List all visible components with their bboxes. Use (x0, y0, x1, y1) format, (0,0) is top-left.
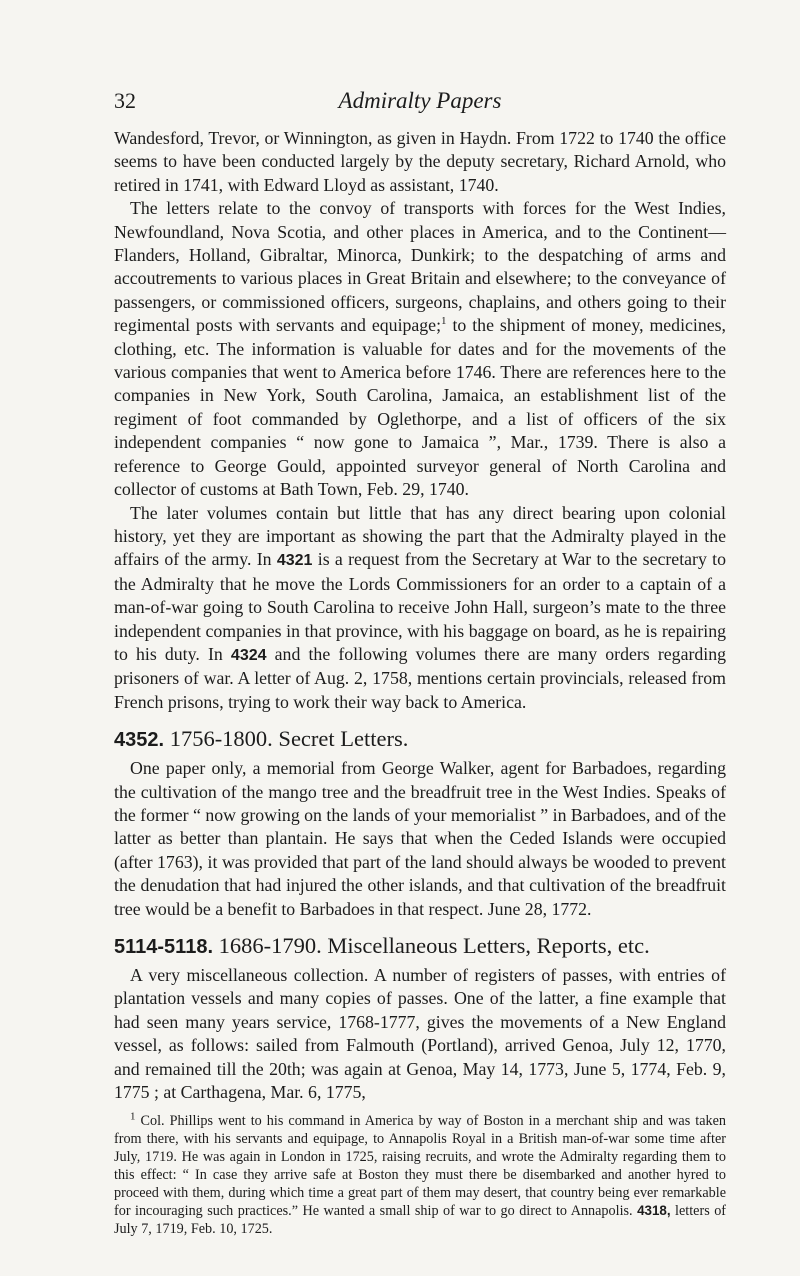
paragraph-text: The letters relate to the convoy of transports with forces for the West Indies, Newfoundland, Nova Scotia, and other places in America, and to the Continent—Flanders, Holland, Gibraltar, Minorca, Dunkirk; to the despatching of arms and accoutrements to various places in Great Britain and elsewhere; to the conveyance of passengers, or commissioned officers, surgeons, chaplains, and others going to their regimental posts with servants and equipage; (114, 198, 726, 336)
paragraph-later-volumes (114, 502, 726, 715)
footnote-marker: 1 (130, 1110, 136, 1123)
footnote-text: Col. Phillips went to his command in America by way of Boston in a merchant ship and was taken from there, with his servants and equipage, to Annapolis Royal in a British man-of-war some time after July, 1719. He was again in London in 1725, raising recruits, and wrote the Admiralty regarding them to this effect: “ In case they arrive safe at Boston they must there be disembarked and another hyred to proceed with them, during which time a great part of them may desert, that country being ever remarkable for incouraging such practices.” He wanted a small ship of war to go direct to Annapolis. (114, 1113, 726, 1220)
section-heading-miscellaneous-letters (114, 931, 726, 962)
footnote (114, 1112, 726, 1238)
volume-reference: 4321 (276, 552, 313, 570)
section-text-miscellaneous-letters (114, 964, 726, 1104)
section-number: 4352. (114, 729, 165, 752)
paragraph-text: and the following volumes there are many orders regarding prisoners of war. A letter of Aug. 2, 1758, mentions certain provincials, released from French prisons, trying to work their way back to America. (114, 643, 727, 712)
footnote-marker: 1 (441, 315, 447, 328)
paragraph-text: is a request from the Secretary at War to the secretary to the Admiralty that he move the Lords Commissioners for an order to a captain of a man-of-war going to South Carolina to receive John Hall, surgeon’s mate to the three independent companies in that province, with his baggage on board, as he is repairing to his duty. In (114, 549, 726, 664)
section-title: 1686-1790. Miscellaneous Letters, Reports, etc. (213, 933, 650, 958)
section-heading-secret-letters (114, 724, 726, 755)
section-text-secret-letters (114, 757, 726, 921)
paragraph-continuation (114, 127, 726, 197)
paragraph-text: One paper only, a memorial from George Walker, agent for Barbadoes, regarding the cultivation of the mango tree and the breadfruit tree in the West Indies. Speaks of the former “ now growing on the lands of your memorialist ” in Barbadoes, and of the latter as better than plantain. He says that when the Ceded Islands were occupied (after 1763), it was provided that part of the land should always be wooded to prevent the denudation that had injured the other islands, and that cultivation of the breadfruit tree would be a benefit to Barbadoes in that respect. June 28, 1772. (114, 758, 726, 919)
paragraph-letters-relate (114, 197, 726, 501)
body-text (114, 127, 726, 1238)
section-number: 5114-5118. (114, 936, 213, 958)
section-title: 1756-1800. Secret Letters. (164, 726, 409, 752)
footnote-text: letters of July 7, 1719, Feb. 10, 1725. (114, 1203, 727, 1238)
page-number: 32 (114, 88, 136, 113)
paragraph-text: A very miscellaneous collection. A number of registers of passes, with entries of plantation vessels and many copies of passes. One of the latter, a fine example that had seen many years service, 1768-1777, gives the movements of a New England vessel, as follows: sailed from Falmouth (Portland), arrived Genoa, July 12, 1770, and remained till the 20th; was again at Genoa, May 14, 1773, June 5, 1774, Feb. 9, 1775 ; at Carthagena, Mar. 6, 1775, (114, 965, 726, 1103)
volume-reference: 4324 (230, 646, 267, 664)
volume-reference: 4318, (637, 1203, 671, 1219)
paragraph-text: The later volumes contain but little that has any direct bearing upon colonial history, yet they are important as showing the part that the Admiralty played in the affairs of the army. In (114, 502, 726, 570)
running-title: Admiralty Papers (338, 88, 502, 113)
paragraph-text: Wandesford, Trevor, or Winnington, as given in Haydn. From 1722 to 1740 the office seems to have been conducted largely by the deputy secretary, Richard Arnold, who retired in 1741, with Edward Lloyd as assistant, 1740. (114, 128, 726, 195)
page-header (114, 88, 726, 118)
paragraph-text: to the shipment of money, medicines, clothing, etc. The information is valuable for dates and for the movements of the various companies that went to America before 1746. There are references here to the companies in New York, South Carolina, Jamaica, an establishment list of the regiment of foot commanded by Oglethorpe, and a list of officers of the six independent companies “ now gone to Jamaica ”, Mar., 1739. There is also a reference to George Gould, appointed surveyor general of North Carolina and collector of customs at Bath Town, Feb. 29, 1740. (114, 315, 726, 500)
